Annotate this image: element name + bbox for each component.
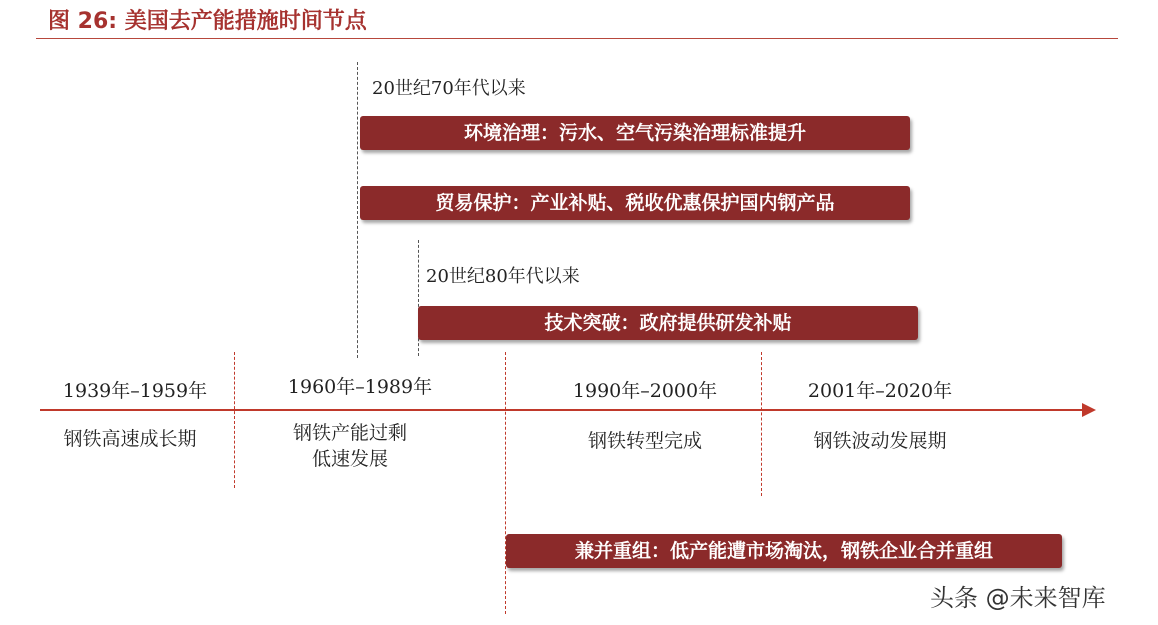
- title-divider: [36, 38, 1118, 39]
- measure-bar-technology: 技术突破：政府提供研发补贴: [418, 306, 918, 340]
- measure-bar-environment: 环境治理：污水、空气污染治理标准提升: [360, 116, 910, 150]
- period-desc-1-line1: 钢铁高速成长期: [63, 428, 197, 450]
- timeline-axis: [40, 409, 1085, 411]
- period-divider-2: [505, 352, 506, 614]
- period-desc-3-line1: 钢铁转型完成: [587, 430, 702, 452]
- period-desc-2-line1: 钢铁产能过剩: [292, 422, 407, 444]
- period-desc-4-line1: 钢铁波动发展期: [813, 430, 947, 452]
- measure-bar-trade: 贸易保护：产业补贴、税收优惠保护国内钢产品: [360, 186, 910, 220]
- period-years-2: 1960年–1989年: [287, 376, 433, 398]
- measure-bar-merger: 兼并重组：低产能遭市场淘汰，钢铁企业合并重组: [506, 534, 1062, 568]
- period-desc-2: [270, 420, 430, 472]
- period-divider-3: [761, 352, 762, 496]
- period-years-4: 2001年–2020年: [807, 380, 953, 402]
- era-label-70s: 20世纪70年代以来: [372, 78, 526, 99]
- period-years-3: 1990年–2000年: [572, 380, 718, 402]
- period-desc-2-line2: 低速发展: [311, 448, 388, 470]
- source-watermark: 头条 @未来智库: [930, 584, 1106, 612]
- era-label-80s: 20世纪80年代以来: [426, 266, 580, 287]
- era-marker-70s-line: [357, 62, 358, 358]
- period-desc-1: [40, 426, 220, 452]
- figure-title: 图 26: 美国去产能措施时间节点: [48, 9, 367, 34]
- period-divider-1: [234, 352, 235, 488]
- period-desc-3: [560, 428, 730, 454]
- timeline-arrowhead: [1082, 403, 1096, 417]
- period-years-1: 1939年–1959年: [62, 380, 208, 402]
- period-desc-4: [790, 428, 970, 454]
